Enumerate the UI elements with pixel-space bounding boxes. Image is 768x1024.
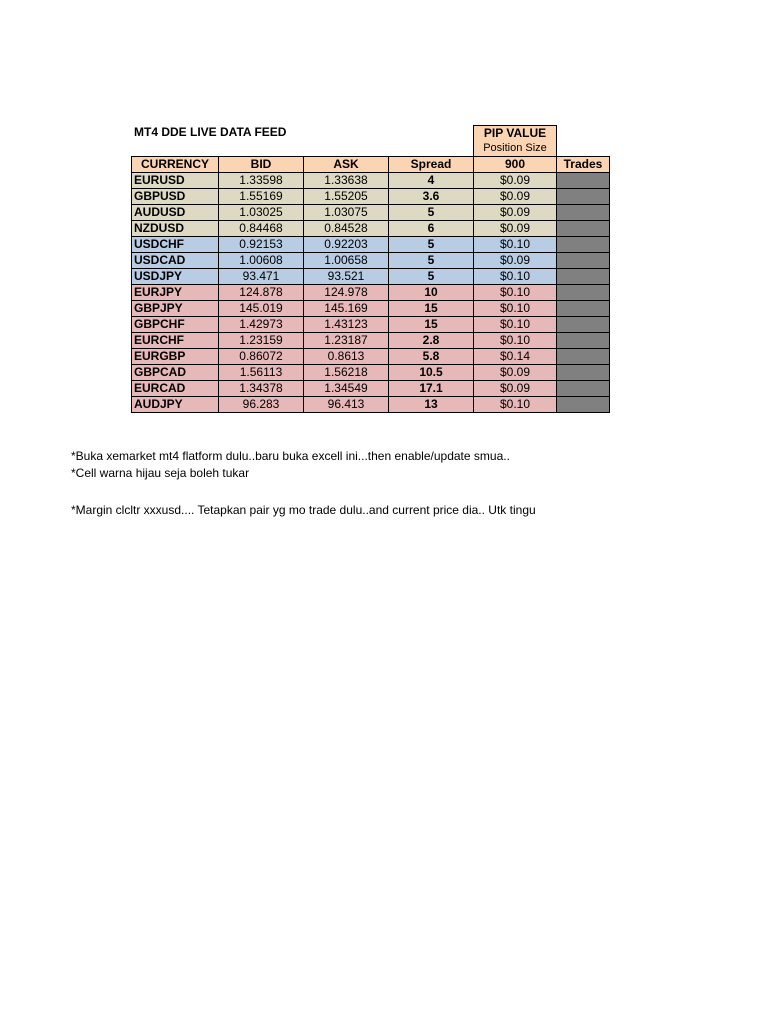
table-row — [132, 269, 610, 285]
bid-cell: 0.92153 — [219, 237, 304, 253]
pip-value-cell: $0.10 — [474, 397, 557, 413]
ask-cell: 124.978 — [304, 285, 389, 301]
currency-pair-cell: USDJPY — [132, 269, 219, 285]
ask-cell: 1.33638 — [304, 173, 389, 189]
currency-pair-cell: GBPJPY — [132, 301, 219, 317]
pip-value-cell: $0.09 — [474, 221, 557, 237]
pip-value-cell: $0.09 — [474, 381, 557, 397]
pip-value-cell: $0.09 — [474, 189, 557, 205]
bid-cell: 1.34378 — [219, 381, 304, 397]
position-size-label: Position Size — [473, 141, 557, 156]
data-feed-table — [131, 156, 610, 413]
spread-cell: 15 — [389, 317, 474, 333]
note-line: *Margin clcltr xxxusd.... Tetapkan pair yg mo trade dulu..and current price dia.. Utk tingu — [71, 503, 536, 517]
spread-cell: 5 — [389, 269, 474, 285]
trades-cell — [557, 301, 610, 317]
trades-cell — [557, 365, 610, 381]
ask-cell: 1.03075 — [304, 205, 389, 221]
bid-cell: 1.56113 — [219, 365, 304, 381]
currency-pair-cell: USDCHF — [132, 237, 219, 253]
spread-cell: 6 — [389, 221, 474, 237]
spread-cell: 5 — [389, 237, 474, 253]
trades-cell — [557, 173, 610, 189]
table-row — [132, 301, 610, 317]
currency-pair-cell: EURUSD — [132, 173, 219, 189]
table-row — [132, 317, 610, 333]
bid-header: BID — [219, 157, 304, 173]
currency-pair-cell: EURJPY — [132, 285, 219, 301]
ask-cell: 1.23187 — [304, 333, 389, 349]
pip-value-cell: $0.14 — [474, 349, 557, 365]
bid-cell: 1.23159 — [219, 333, 304, 349]
currency-pair-cell: GBPCHF — [132, 317, 219, 333]
trades-cell — [557, 269, 610, 285]
spread-cell: 5 — [389, 205, 474, 221]
spread-cell: 2.8 — [389, 333, 474, 349]
ask-header: ASK — [304, 157, 389, 173]
pip-value-cell: $0.09 — [474, 365, 557, 381]
bid-cell: 1.33598 — [219, 173, 304, 189]
table-row — [132, 349, 610, 365]
bid-cell: 0.84468 — [219, 221, 304, 237]
table-row — [132, 221, 610, 237]
pip-value-cell: $0.10 — [474, 317, 557, 333]
spread-cell: 13 — [389, 397, 474, 413]
table-row — [132, 205, 610, 221]
currency-pair-cell: NZDUSD — [132, 221, 219, 237]
bid-cell: 145.019 — [219, 301, 304, 317]
notes — [71, 448, 536, 519]
currency-pair-cell: EURCAD — [132, 381, 219, 397]
trades-cell — [557, 221, 610, 237]
trades-cell — [557, 317, 610, 333]
spread-cell: 15 — [389, 301, 474, 317]
table-row — [132, 365, 610, 381]
currency-pair-cell: AUDUSD — [132, 205, 219, 221]
trades-cell — [557, 189, 610, 205]
spread-cell: 5.8 — [389, 349, 474, 365]
currency-pair-cell: USDCAD — [132, 253, 219, 269]
pip-value-cell: $0.10 — [474, 237, 557, 253]
pip-value-cell: $0.10 — [474, 285, 557, 301]
bid-cell: 1.00608 — [219, 253, 304, 269]
ask-cell: 1.55205 — [304, 189, 389, 205]
table-row — [132, 253, 610, 269]
ask-cell: 0.8613 — [304, 349, 389, 365]
currency-pair-cell: EURGBP — [132, 349, 219, 365]
currency-pair-cell: GBPUSD — [132, 189, 219, 205]
header-row — [132, 157, 610, 173]
data-feed-body — [132, 173, 610, 413]
bid-cell: 0.86072 — [219, 349, 304, 365]
trades-cell — [557, 253, 610, 269]
trades-header: Trades — [557, 157, 610, 173]
trades-cell — [557, 333, 610, 349]
trades-cell — [557, 237, 610, 253]
ask-cell: 1.43123 — [304, 317, 389, 333]
bid-cell: 93.471 — [219, 269, 304, 285]
ask-cell: 1.00658 — [304, 253, 389, 269]
pip-value-cell: $0.09 — [474, 205, 557, 221]
trades-cell — [557, 349, 610, 365]
spread-cell: 10.5 — [389, 365, 474, 381]
spread-header: Spread — [389, 157, 474, 173]
note-line: *Cell warna hijau seja boleh tukar — [71, 466, 250, 480]
table-row — [132, 397, 610, 413]
pip-value-cell: $0.10 — [474, 269, 557, 285]
spread-cell: 3.6 — [389, 189, 474, 205]
table-row — [132, 333, 610, 349]
pip-value-cell: $0.10 — [474, 333, 557, 349]
ask-cell: 0.92203 — [304, 237, 389, 253]
trades-cell — [557, 285, 610, 301]
bid-cell: 96.283 — [219, 397, 304, 413]
currency-pair-cell: EURCHF — [132, 333, 219, 349]
position-size-input[interactable]: 900 — [474, 157, 557, 173]
trades-cell — [557, 381, 610, 397]
ask-cell: 1.34549 — [304, 381, 389, 397]
sheet-title: MT4 DDE LIVE DATA FEED — [134, 125, 287, 139]
spread-cell: 17.1 — [389, 381, 474, 397]
table-row — [132, 237, 610, 253]
spread-cell: 10 — [389, 285, 474, 301]
pip-value-cell: $0.09 — [474, 253, 557, 269]
currency-pair-cell: GBPCAD — [132, 365, 219, 381]
currency-pair-cell: AUDJPY — [132, 397, 219, 413]
ask-cell: 1.56218 — [304, 365, 389, 381]
ask-cell: 0.84528 — [304, 221, 389, 237]
table-row — [132, 285, 610, 301]
pip-value-cell: $0.09 — [474, 173, 557, 189]
bid-cell: 1.03025 — [219, 205, 304, 221]
trades-cell — [557, 397, 610, 413]
note-line: *Buka xemarket mt4 flatform dulu..baru buka excell ini...then enable/update smua.. — [71, 449, 510, 463]
pip-value-cell: $0.10 — [474, 301, 557, 317]
ask-cell: 93.521 — [304, 269, 389, 285]
bid-cell: 124.878 — [219, 285, 304, 301]
bid-cell: 1.55169 — [219, 189, 304, 205]
table-row — [132, 381, 610, 397]
ask-cell: 145.169 — [304, 301, 389, 317]
ask-cell: 96.413 — [304, 397, 389, 413]
table-row — [132, 189, 610, 205]
pip-value-header: PIP VALUE — [473, 125, 557, 142]
trades-cell — [557, 205, 610, 221]
bid-cell: 1.42973 — [219, 317, 304, 333]
currency-header: CURRENCY — [132, 157, 219, 173]
spread-cell: 5 — [389, 253, 474, 269]
table-row — [132, 173, 610, 189]
spread-cell: 4 — [389, 173, 474, 189]
